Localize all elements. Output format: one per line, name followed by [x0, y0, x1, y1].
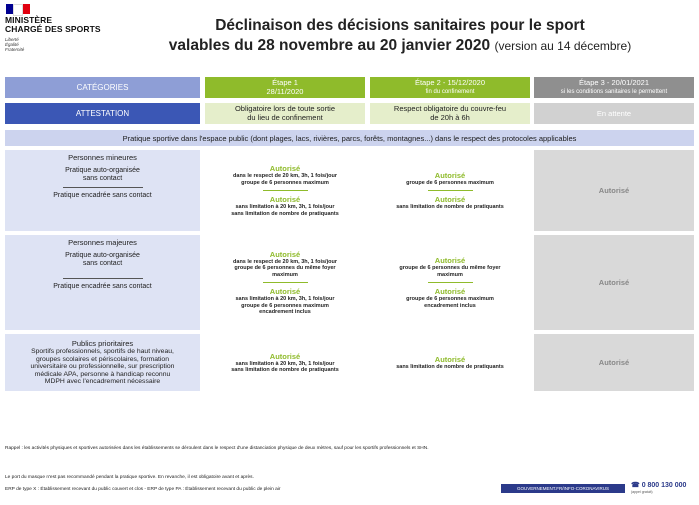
- row-priority-step1: [205, 334, 365, 391]
- header-step1: [205, 77, 365, 98]
- row-adults-step1: [205, 235, 365, 330]
- row-adults-step3: [534, 235, 694, 330]
- step3-title: Étape 3 - 20/01/2021: [578, 78, 650, 87]
- detail-text: maximum: [272, 271, 298, 278]
- detail-text: sans limitation à 20 km, 3h, 1 fois/jour: [235, 360, 335, 367]
- step1-date: 28/11/2020: [266, 86, 304, 96]
- detail-text: groupe de 6 personnes du même foyer: [399, 265, 501, 271]
- footer-erp: ERP de type X : Établissement recevant du public couvert et clos - ERP de type PA : Établissement recevant du public de plein air: [5, 487, 281, 492]
- title-line2: [140, 36, 660, 56]
- authorized-label: Autorisé: [269, 351, 301, 361]
- row-priority-label: [5, 334, 200, 391]
- divider: [428, 190, 473, 191]
- divider: [428, 282, 473, 283]
- detail-text: groupe de 6 personnes maximum: [406, 179, 494, 186]
- attestation-label: ATTESTATION: [75, 109, 130, 118]
- priority-desc: médicale APA, personne à handicap reconnu: [34, 370, 171, 378]
- detail-text: groupe de 6 personnes maximum: [241, 179, 329, 186]
- authorized-label: Autorisé: [434, 170, 466, 180]
- priority-title: Publics prioritaires: [71, 339, 134, 349]
- detail-text: dans le respect de 20 km, 3h, 1 fois/jour: [233, 173, 337, 179]
- header-step2: [370, 77, 530, 98]
- att2-line2: de 20h à 6h: [430, 112, 470, 122]
- authorized-label: Autorisé: [269, 195, 301, 204]
- authorized-label: Autorisé: [434, 287, 466, 296]
- title-version: (version au 14 décembre): [494, 39, 632, 53]
- minors-label-a1: Pratique auto-organisée: [65, 167, 140, 174]
- adults-label-b: Pratique encadrée sans contact: [53, 283, 152, 290]
- detail-text: maximum: [437, 271, 463, 278]
- authorized-label: Autorisé: [269, 164, 301, 173]
- authorized-label: Autorisé: [598, 186, 630, 195]
- gov-info-link[interactable]: [501, 484, 625, 493]
- priority-desc: universitaire ou professionnelle, sur prescription: [30, 363, 175, 371]
- public-space-band: [5, 130, 694, 146]
- title-line1: Déclinaison des décisions sanitaires pour le sport: [215, 17, 585, 34]
- authorized-label: Autorisé: [434, 195, 466, 204]
- minors-title: Personnes mineures: [68, 153, 137, 162]
- detail-text: dans le respect de 20 km, 3h, 1 fois/jour: [233, 258, 337, 265]
- att1-line2: du lieu de confinement: [247, 112, 323, 122]
- authorized-label: Autorisé: [269, 249, 301, 259]
- detail-text: encadrement inclus: [424, 302, 476, 309]
- divider: [63, 187, 143, 188]
- footer-reminder: Rappel : les activités physiques et sportives autorisées dans les établissements se déroulent dans le respect d'une distanciation physique de deux mètres, sauf pour les sportifs professionnels et SHN.: [5, 446, 429, 451]
- marianne-flag-icon: [6, 4, 30, 14]
- divider: [263, 190, 308, 191]
- motto-fraternite: Fraternité: [5, 47, 25, 52]
- att3-label: En attente: [596, 109, 632, 118]
- divider: [63, 278, 143, 279]
- authorized-label: Autorisé: [434, 256, 466, 265]
- detail-text: sans limitation de nombre de pratiquants: [231, 210, 339, 217]
- priority-desc: MDPH avec l'encadrement nécessaire: [44, 378, 161, 386]
- row-adults-step2: [370, 235, 530, 330]
- page-title: [140, 16, 660, 56]
- attestation-step3: [534, 103, 694, 124]
- phone-number: [631, 482, 686, 496]
- detail-text: groupe de 6 personnes maximum: [406, 296, 494, 302]
- adults-label-a2: sans contact: [82, 260, 123, 267]
- detail-text: sans limitation de nombre de pratiquants: [396, 204, 504, 210]
- row-minors-step2: [370, 150, 530, 231]
- categories-label: CATÉGORIES: [76, 83, 129, 92]
- phone-text: 0 800 130 000: [641, 482, 687, 489]
- priority-desc: Sportifs professionnels, sportifs de haut niveau,: [31, 348, 174, 356]
- phone-icon: ☎: [631, 482, 640, 489]
- priority-desc: groupes scolaires et périscolaires, formation: [36, 355, 169, 363]
- att1-line1: Obligatoire lors de toute sortie: [234, 104, 336, 113]
- authorized-label: Autorisé: [598, 278, 630, 287]
- step3-sub: si les conditions sanitaires le permettent: [560, 88, 668, 95]
- header-attestation: [5, 103, 200, 124]
- detail-text: sans limitation à 20 km, 3h, 1 fois/jour: [235, 204, 335, 210]
- row-priority-step3: [534, 334, 694, 391]
- gov-info-text: GOUVERNEMENT.FR/INFO-CORONAVIRUS: [517, 486, 609, 491]
- adults-title: Personnes majeures: [68, 238, 137, 247]
- band-text: Pratique sportive dans l'espace public (dont plages, lacs, rivières, parcs, forêts, montagnes...) dans le respect des protocoles applicables: [122, 133, 577, 143]
- detail-text: sans limitation de nombre de pratiquants: [396, 363, 504, 370]
- row-minors-label: [5, 150, 200, 231]
- step1-title: Étape 1: [272, 78, 298, 87]
- header-categories: [5, 77, 200, 98]
- motto-liberte: Liberté: [5, 37, 19, 42]
- ministry-line1: MINISTÈRE: [5, 15, 53, 25]
- detail-text: groupe de 6 personnes du même foyer: [234, 265, 336, 271]
- ministry-line2: CHARGÉ DES SPORTS: [5, 24, 101, 34]
- header-step3: [534, 77, 694, 98]
- detail-text: encadrement inclus: [259, 309, 311, 315]
- ministry-logo: [5, 16, 101, 34]
- step2-sub: fin du confinement: [425, 88, 475, 95]
- att2-line1: Respect obligatoire du couvre-feu: [393, 104, 507, 113]
- motto: [5, 37, 24, 52]
- attestation-step1: [205, 103, 365, 124]
- step2-title: Étape 2 - 15/12/2020: [414, 78, 486, 87]
- detail-text: sans limitation à 20 km, 3h, 1 fois/jour: [235, 296, 335, 302]
- authorized-label: Autorisé: [434, 354, 466, 364]
- attestation-step2: [370, 103, 530, 124]
- detail-text: sans limitation de nombre de pratiquants: [231, 367, 339, 373]
- row-minors-step1: [205, 150, 365, 231]
- row-minors-step3: [534, 150, 694, 231]
- row-adults-label: [5, 235, 200, 330]
- motto-egalite: Égalité: [5, 42, 19, 47]
- divider: [263, 282, 308, 283]
- title-dates: valables du 28 novembre au 20 janvier 2020: [168, 37, 491, 54]
- detail-text: groupe de 6 personnes maximum: [241, 302, 329, 309]
- authorized-label: Autorisé: [269, 287, 301, 296]
- minors-label-a2: sans contact: [82, 175, 123, 182]
- footer-mask: Le port du masque n'est pas recommandé pendant la pratique sportive. En revanche, il est obligatoire avant et après.: [5, 475, 254, 480]
- row-priority-step2: [370, 334, 530, 391]
- phone-note: (appel gratuit): [631, 490, 653, 494]
- authorized-label: Autorisé: [598, 358, 630, 367]
- adults-label-a1: Pratique auto-organisée: [65, 252, 140, 259]
- minors-label-b: Pratique encadrée sans contact: [53, 192, 152, 199]
